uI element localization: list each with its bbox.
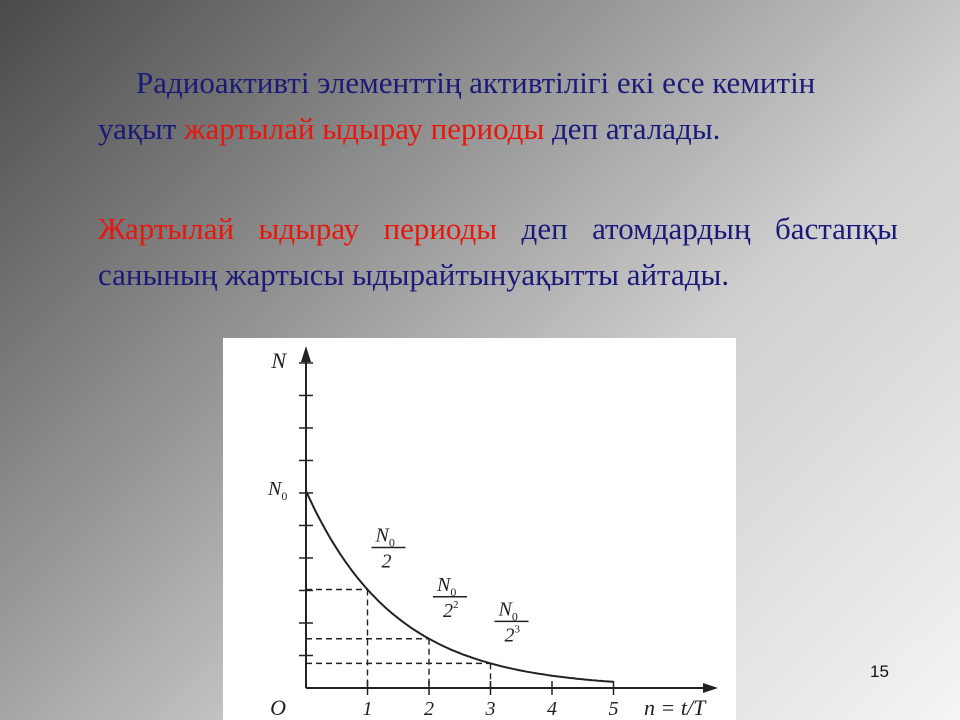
x-tick-label: 4 <box>547 698 557 720</box>
x-axis-label: n = t/T <box>644 695 706 720</box>
x-tick-label: 1 <box>362 698 373 720</box>
definition-text-start: Радиоактивті элементтің активтілігі екі есе кемитін уақыт <box>98 65 816 146</box>
annotation-numerator: $N_0$ <box>498 598 518 624</box>
annotation-numerator: $N_0$ <box>375 524 395 550</box>
x-axis-arrow <box>703 683 718 693</box>
x-tick-label: 3 <box>485 698 496 720</box>
decay-chart-svg <box>223 338 736 720</box>
decay-chart <box>223 338 736 720</box>
y-axis-label: N <box>271 348 286 373</box>
annotation-denominator: 2 <box>381 550 392 573</box>
decay-curve <box>306 491 614 682</box>
y-axis-arrow <box>301 346 311 362</box>
annotation-numerator: $N_0$ <box>437 573 457 599</box>
explanation-paragraph <box>98 206 898 298</box>
x-tick-label: 2 <box>424 698 434 720</box>
page-number: 15 <box>870 662 889 681</box>
half-life-term-2: Жартылай ыдырау периоды <box>98 211 498 246</box>
origin-label: O <box>270 695 286 720</box>
definition-text-end: деп аталады. <box>544 111 721 146</box>
annotation-denominator: $2^2$ <box>443 598 459 622</box>
x-tick-label: 5 <box>608 698 619 720</box>
half-life-term: жартылай ыдырау периоды <box>184 111 545 146</box>
n0-label: $N_0$ <box>268 478 288 503</box>
annotation-denominator: $2^3$ <box>504 623 520 647</box>
definition-paragraph <box>98 60 898 152</box>
explanation-text: деп атомдардың бастапқы санының жартысы ыдырайтынуақытты айтады. <box>98 211 898 292</box>
